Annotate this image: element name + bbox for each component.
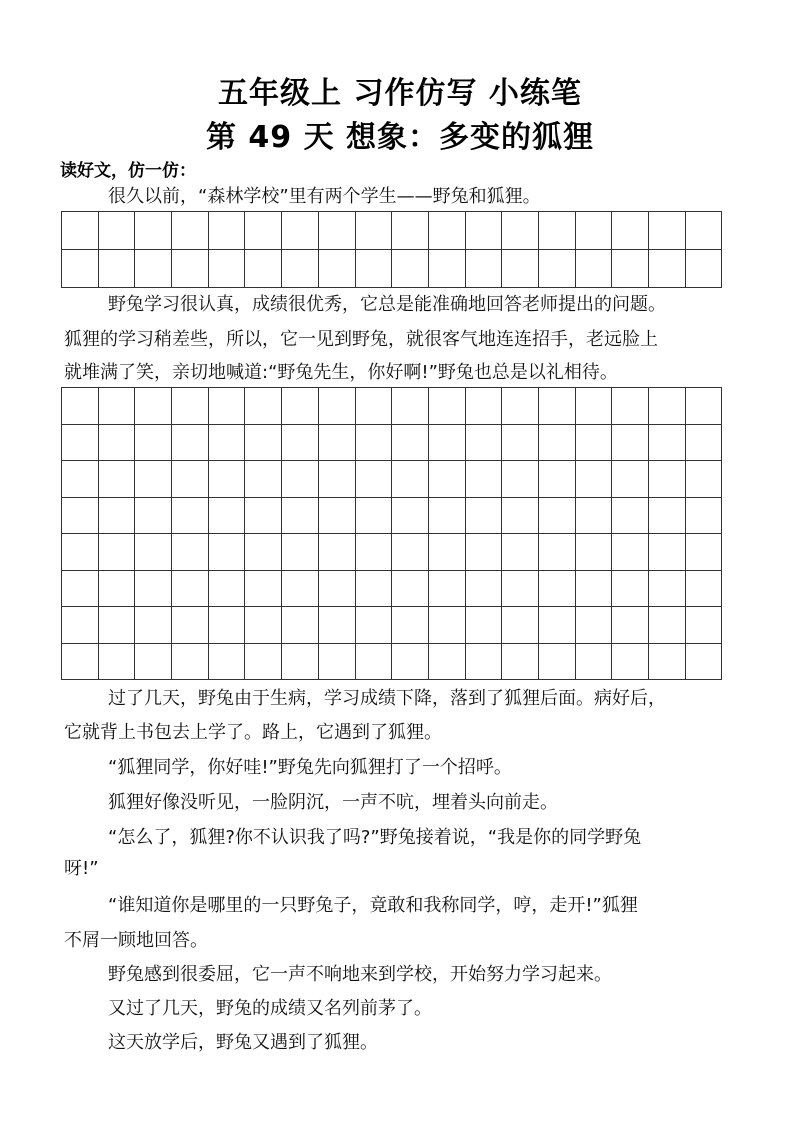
grid-cell[interactable] — [502, 388, 539, 425]
grid-cell[interactable] — [62, 534, 99, 571]
grid-cell[interactable] — [355, 461, 392, 498]
grid-cell[interactable] — [172, 388, 209, 425]
grid-cell[interactable] — [355, 212, 392, 250]
grid-cell[interactable] — [135, 607, 172, 644]
grid-cell[interactable] — [98, 643, 135, 680]
grid-cell[interactable] — [318, 643, 355, 680]
grid-cell[interactable] — [392, 497, 429, 534]
grid-row — [62, 570, 722, 607]
grid-cell[interactable] — [685, 497, 722, 534]
grid-cell[interactable] — [465, 388, 502, 425]
grid-cell[interactable] — [245, 534, 282, 571]
text-line: 又过了几天，野兔的成绩又名列前茅了。 — [108, 998, 432, 1019]
grid-cell[interactable] — [318, 250, 355, 288]
text-line: 野兔学习很认真，成绩很优秀，它总是能准确地回答老师提出的问题。 — [108, 294, 666, 315]
grid-cell[interactable] — [612, 534, 649, 571]
grid-cell[interactable] — [685, 534, 722, 571]
page-title: 五年级上 习作仿写 小练笔 — [218, 76, 582, 111]
grid-cell[interactable] — [612, 212, 649, 250]
grid-cell[interactable] — [208, 643, 245, 680]
grid-cell[interactable] — [392, 570, 429, 607]
grid-cell[interactable] — [649, 534, 686, 571]
grid-cell[interactable] — [135, 388, 172, 425]
grid-cell[interactable] — [685, 607, 722, 644]
grid-cell[interactable] — [98, 534, 135, 571]
grid-cell[interactable] — [685, 212, 722, 250]
grid-cell[interactable] — [208, 461, 245, 498]
grid-cell[interactable] — [62, 643, 99, 680]
grid-cell[interactable] — [208, 250, 245, 288]
grid-row — [62, 497, 722, 534]
grid-cell[interactable] — [208, 388, 245, 425]
grid-cell[interactable] — [208, 212, 245, 250]
grid-cell[interactable] — [428, 534, 465, 571]
grid-cell[interactable] — [685, 250, 722, 288]
grid-cell[interactable] — [318, 461, 355, 498]
grid-cell[interactable] — [612, 607, 649, 644]
grid-cell[interactable] — [685, 424, 722, 461]
grid-cell[interactable] — [575, 424, 612, 461]
grid-cell[interactable] — [282, 643, 319, 680]
grid-cell[interactable] — [318, 212, 355, 250]
grid-cell[interactable] — [62, 461, 99, 498]
grid-cell[interactable] — [465, 497, 502, 534]
grid-cell[interactable] — [538, 570, 575, 607]
grid-cell[interactable] — [245, 497, 282, 534]
grid-cell[interactable] — [62, 388, 99, 425]
grid-cell[interactable] — [575, 607, 612, 644]
grid-cell[interactable] — [172, 497, 209, 534]
grid-cell[interactable] — [355, 643, 392, 680]
grid-cell[interactable] — [575, 388, 612, 425]
text-line: 它就背上书包去上学了。路上，它遇到了狐狸。 — [64, 722, 442, 743]
grid-row — [62, 461, 722, 498]
grid-cell[interactable] — [392, 607, 429, 644]
text-line: “狐狸同学，你好哇!”野兔先向狐狸打了一个招呼。 — [108, 757, 512, 778]
grid-cell[interactable] — [428, 570, 465, 607]
grid-cell[interactable] — [465, 250, 502, 288]
grid-cell[interactable] — [428, 212, 465, 250]
grid-cell[interactable] — [62, 497, 99, 534]
text-line: “谁知道你是哪里的一只野兔子，竟敢和我称同学，哼，走开!”狐狸 — [108, 895, 638, 916]
grid-cell[interactable] — [98, 570, 135, 607]
grid-cell[interactable] — [318, 497, 355, 534]
grid-cell[interactable] — [172, 461, 209, 498]
grid-cell[interactable] — [135, 534, 172, 571]
grid-cell[interactable] — [282, 497, 319, 534]
grid-cell[interactable] — [502, 607, 539, 644]
grid-cell[interactable] — [98, 607, 135, 644]
grid-cell[interactable] — [208, 497, 245, 534]
text-line: 狐狸的学习稍差些，所以，它一见到野兔，就很客气地连连招手，老远脸上 — [64, 329, 658, 350]
grid-cell[interactable] — [465, 424, 502, 461]
text-line: 过了几天，野兔由于生病，学习成绩下降，落到了狐狸后面。病好后， — [108, 688, 666, 709]
grid-cell[interactable] — [612, 388, 649, 425]
grid-cell[interactable] — [282, 388, 319, 425]
grid-cell[interactable] — [245, 570, 282, 607]
grid-cell[interactable] — [172, 607, 209, 644]
grid-cell[interactable] — [428, 424, 465, 461]
grid-cell[interactable] — [612, 570, 649, 607]
grid-cell[interactable] — [245, 643, 282, 680]
grid-cell[interactable] — [575, 497, 612, 534]
grid-cell[interactable] — [465, 643, 502, 680]
grid-cell[interactable] — [538, 424, 575, 461]
grid-cell[interactable] — [98, 424, 135, 461]
text-line: 不屑一顾地回答。 — [64, 930, 208, 951]
grid-cell[interactable] — [575, 534, 612, 571]
grid-cell[interactable] — [612, 424, 649, 461]
grid-cell[interactable] — [612, 643, 649, 680]
grid-cell[interactable] — [172, 643, 209, 680]
grid-cell[interactable] — [392, 388, 429, 425]
grid-cell[interactable] — [282, 607, 319, 644]
grid-cell[interactable] — [318, 388, 355, 425]
text-line: 野兔感到很委屈，它一声不响地来到学校，开始努力学习起来。 — [108, 964, 612, 985]
grid-cell[interactable] — [502, 643, 539, 680]
grid-cell[interactable] — [649, 607, 686, 644]
text-line: 很久以前，“森林学校”里有两个学生——野兔和狐狸。 — [108, 186, 541, 207]
writing-grid-1[interactable] — [61, 211, 722, 288]
grid-cell[interactable] — [502, 461, 539, 498]
grid-cell[interactable] — [538, 250, 575, 288]
grid-cell[interactable] — [318, 607, 355, 644]
grid-cell[interactable] — [649, 461, 686, 498]
grid-cell[interactable] — [282, 570, 319, 607]
grid-cell[interactable] — [62, 570, 99, 607]
grid-cell[interactable] — [135, 424, 172, 461]
grid-cell[interactable] — [649, 250, 686, 288]
grid-cell[interactable] — [62, 250, 99, 288]
grid-cell[interactable] — [172, 424, 209, 461]
text-line: 狐狸好像没听见，一脸阴沉，一声不吭，埋着头向前走。 — [108, 792, 558, 813]
grid-cell[interactable] — [502, 250, 539, 288]
grid-cell[interactable] — [428, 388, 465, 425]
grid-cell[interactable] — [62, 607, 99, 644]
grid-cell[interactable] — [245, 607, 282, 644]
grid-cell[interactable] — [282, 461, 319, 498]
grid-cell[interactable] — [355, 497, 392, 534]
grid-cell[interactable] — [245, 424, 282, 461]
grid-cell[interactable] — [282, 424, 319, 461]
grid-cell[interactable] — [172, 212, 209, 250]
grid-cell[interactable] — [502, 424, 539, 461]
grid-cell[interactable] — [649, 497, 686, 534]
grid-cell[interactable] — [465, 570, 502, 607]
grid-cell[interactable] — [465, 212, 502, 250]
grid-cell[interactable] — [135, 570, 172, 607]
grid-cell[interactable] — [392, 250, 429, 288]
grid-cell[interactable] — [98, 497, 135, 534]
grid-cell[interactable] — [282, 534, 319, 571]
grid-cell[interactable] — [538, 607, 575, 644]
grid-row — [62, 424, 722, 461]
grid-row — [62, 250, 722, 288]
grid-cell[interactable] — [649, 388, 686, 425]
grid-cell[interactable] — [502, 570, 539, 607]
grid-row — [62, 534, 722, 571]
grid-cell[interactable] — [282, 250, 319, 288]
grid-cell[interactable] — [318, 570, 355, 607]
grid-cell[interactable] — [428, 250, 465, 288]
grid-cell[interactable] — [685, 643, 722, 680]
grid-cell[interactable] — [685, 570, 722, 607]
text-line: 呀!” — [64, 858, 99, 879]
grid-cell[interactable] — [575, 250, 612, 288]
grid-cell[interactable] — [428, 643, 465, 680]
grid-cell[interactable] — [135, 643, 172, 680]
grid-cell[interactable] — [208, 570, 245, 607]
grid-cell[interactable] — [135, 212, 172, 250]
grid-cell[interactable] — [355, 250, 392, 288]
grid-cell[interactable] — [355, 388, 392, 425]
grid-cell[interactable] — [502, 534, 539, 571]
grid-cell[interactable] — [502, 497, 539, 534]
section-label: 读好文，仿一仿： — [60, 161, 196, 181]
grid-cell[interactable] — [465, 607, 502, 644]
grid-cell[interactable] — [649, 570, 686, 607]
grid-cell[interactable] — [575, 212, 612, 250]
grid-cell[interactable] — [538, 643, 575, 680]
grid-cell[interactable] — [575, 461, 612, 498]
grid-cell[interactable] — [428, 607, 465, 644]
grid-cell[interactable] — [98, 250, 135, 288]
grid-cell[interactable] — [245, 388, 282, 425]
grid-cell[interactable] — [392, 643, 429, 680]
grid-cell[interactable] — [245, 461, 282, 498]
grid-cell[interactable] — [465, 534, 502, 571]
grid-cell[interactable] — [355, 570, 392, 607]
grid-row — [62, 388, 722, 425]
text-line: 这天放学后，野兔又遇到了狐狸。 — [108, 1032, 378, 1053]
grid-cell[interactable] — [612, 250, 649, 288]
grid-cell[interactable] — [392, 212, 429, 250]
grid-cell[interactable] — [62, 424, 99, 461]
grid-cell[interactable] — [392, 534, 429, 571]
grid-cell[interactable] — [172, 534, 209, 571]
grid-cell[interactable] — [428, 461, 465, 498]
grid-cell[interactable] — [135, 250, 172, 288]
text-line: 就堆满了笑，亲切地喊道:“野兔先生，你好啊!”野兔也总是以礼相待。 — [64, 362, 618, 383]
grid-cell[interactable] — [538, 461, 575, 498]
grid-cell[interactable] — [208, 607, 245, 644]
grid-row — [62, 643, 722, 680]
grid-row — [62, 212, 722, 250]
grid-cell[interactable] — [282, 212, 319, 250]
grid-cell[interactable] — [612, 497, 649, 534]
grid-cell[interactable] — [318, 534, 355, 571]
grid-cell[interactable] — [575, 643, 612, 680]
grid-cell[interactable] — [538, 497, 575, 534]
grid-cell[interactable] — [575, 570, 612, 607]
grid-cell[interactable] — [208, 534, 245, 571]
grid-row — [62, 607, 722, 644]
grid-cell[interactable] — [318, 424, 355, 461]
grid-cell[interactable] — [98, 461, 135, 498]
grid-cell[interactable] — [208, 424, 245, 461]
grid-cell[interactable] — [502, 212, 539, 250]
grid-cell[interactable] — [649, 643, 686, 680]
grid-cell[interactable] — [355, 534, 392, 571]
page-subtitle: 第 49 天 想象：多变的狐狸 — [205, 120, 595, 155]
writing-grid-2[interactable] — [61, 387, 722, 680]
grid-cell[interactable] — [135, 497, 172, 534]
grid-cell[interactable] — [392, 461, 429, 498]
grid-cell[interactable] — [245, 250, 282, 288]
grid-cell[interactable] — [135, 461, 172, 498]
grid-cell[interactable] — [98, 388, 135, 425]
grid-cell[interactable] — [172, 250, 209, 288]
grid-cell[interactable] — [355, 607, 392, 644]
grid-cell[interactable] — [62, 212, 99, 250]
grid-cell[interactable] — [538, 388, 575, 425]
grid-cell[interactable] — [685, 388, 722, 425]
grid-cell[interactable] — [685, 461, 722, 498]
grid-cell[interactable] — [538, 534, 575, 571]
grid-cell[interactable] — [465, 461, 502, 498]
grid-cell[interactable] — [428, 497, 465, 534]
grid-cell[interactable] — [649, 424, 686, 461]
grid-cell[interactable] — [649, 212, 686, 250]
grid-cell[interactable] — [538, 212, 575, 250]
grid-cell[interactable] — [245, 212, 282, 250]
grid-cell[interactable] — [355, 424, 392, 461]
grid-cell[interactable] — [172, 570, 209, 607]
grid-cell[interactable] — [392, 424, 429, 461]
text-line: “怎么了，狐狸?你不认识我了吗?”野兔接着说，“我是你的同学野兔 — [108, 827, 642, 848]
grid-cell[interactable] — [612, 461, 649, 498]
grid-cell[interactable] — [98, 212, 135, 250]
